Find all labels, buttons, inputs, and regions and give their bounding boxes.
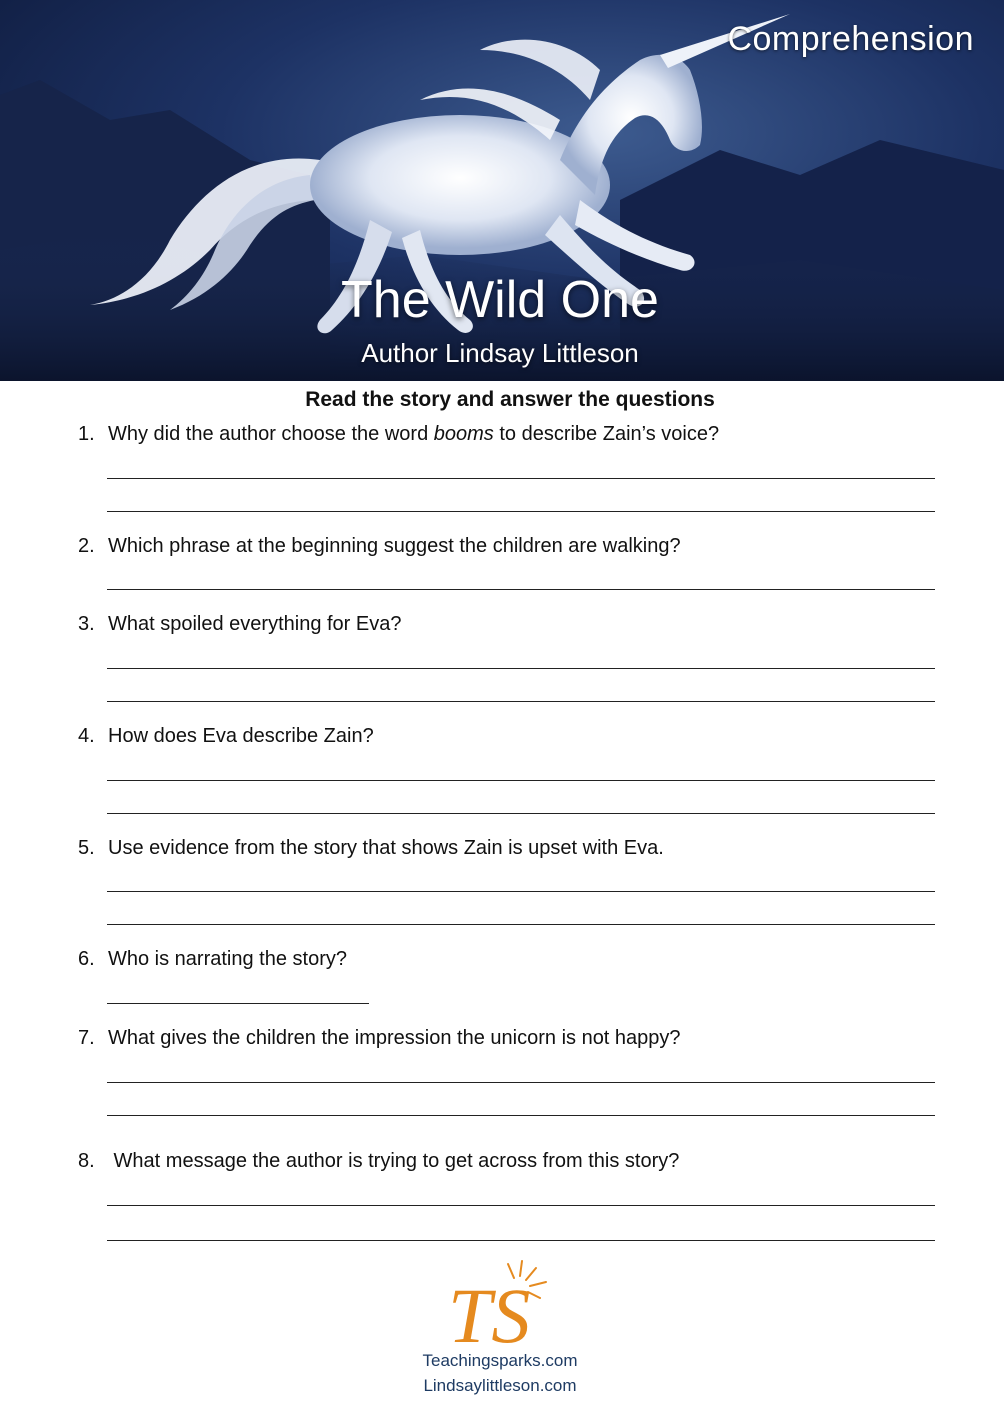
answer-line[interactable] (107, 511, 935, 512)
question-5: 5. Use evidence from the story that shows Zain is upset with Eva. (78, 837, 664, 859)
answer-line[interactable] (107, 924, 935, 925)
answer-line[interactable] (107, 813, 935, 814)
question-number: 3. (78, 613, 95, 635)
answer-line[interactable] (107, 891, 935, 892)
question-number: 2. (78, 535, 95, 557)
emphasis-word: booms (433, 423, 494, 445)
answer-line[interactable] (107, 1115, 935, 1116)
question-number: 7. (78, 1027, 95, 1049)
category-label: Comprehension (727, 20, 974, 58)
question-6: 6. Who is narrating the story? (78, 948, 347, 970)
question-2: 2. Which phrase at the beginning suggest the children are walking? (78, 535, 681, 557)
question-8: 8. What message the author is trying to get across from this story? (78, 1150, 680, 1172)
answer-line[interactable] (107, 589, 935, 590)
answer-line[interactable] (107, 1240, 935, 1241)
question-3: 3. What spoiled everything for Eva? (78, 613, 402, 635)
question-7: 7. What gives the children the impression the unicorn is not happy? (78, 1027, 681, 1049)
answer-line[interactable] (107, 1205, 935, 1206)
answer-line[interactable] (107, 1082, 935, 1083)
footer-link-teachingsparks[interactable]: Teachingsparks.com (422, 1351, 578, 1370)
question-4: 4. How does Eva describe Zain? (78, 725, 374, 747)
teachingsparks-logo-icon (442, 1256, 562, 1352)
answer-line[interactable] (107, 701, 935, 702)
answer-line[interactable] (107, 478, 935, 479)
instructions: Read the story and answer the questions (305, 388, 715, 411)
answer-line[interactable] (107, 1003, 369, 1004)
question-number: 4. (78, 725, 95, 747)
question-number: 1. (78, 423, 95, 445)
header-banner (0, 0, 1004, 381)
question-number: 6. (78, 948, 95, 970)
footer-link-lindsaylittleson[interactable]: Lindsaylittleson.com (423, 1376, 577, 1395)
question-number: 8. (78, 1150, 95, 1172)
worksheet-title: The Wild One (341, 271, 659, 329)
question-number: 5. (78, 837, 95, 859)
question-1: 1. Why did the author choose the word booms to describe Zain’s voice? (78, 423, 720, 445)
answer-line[interactable] (107, 668, 935, 669)
author-line: Author Lindsay Littleson (361, 338, 639, 368)
answer-line[interactable] (107, 780, 935, 781)
logo-letters: TS (448, 1272, 531, 1352)
